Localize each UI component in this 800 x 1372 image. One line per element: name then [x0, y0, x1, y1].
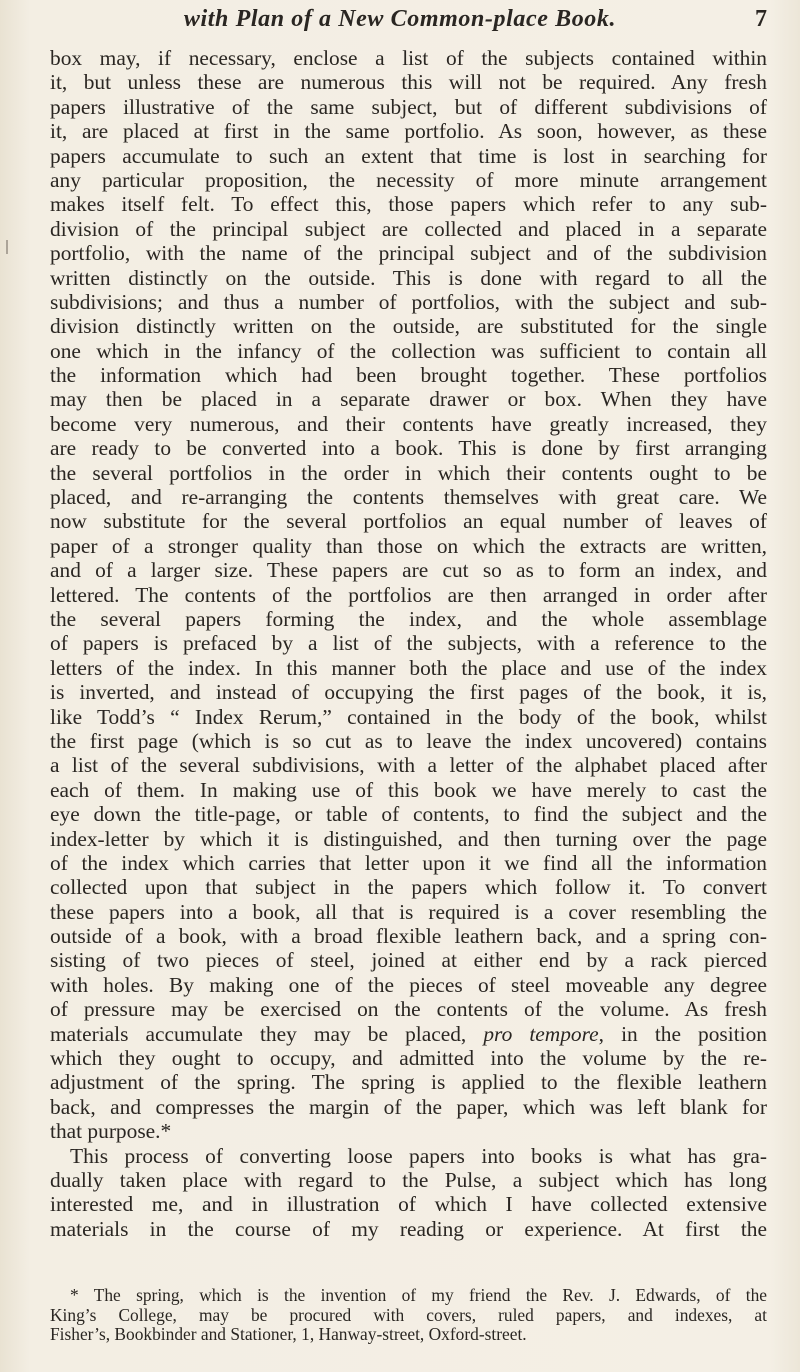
text-line: each of them. In making use of this book we have merely to cast the [50, 777, 767, 802]
text-line: papers illustrative of the same subject, but of different subdivisions of [50, 94, 767, 119]
text-line: outside of a book, with a broad flexible leathern back, and a spring con- [50, 924, 767, 949]
italic-phrase: pro tempore [483, 1021, 599, 1046]
text-line: portfolio, with the name of the principal subject and of the subdivision [50, 241, 767, 266]
text-line: division distinctly written on the outside, are substituted for the single [50, 314, 767, 339]
margin-mark [6, 240, 8, 254]
footnote-line: * The spring, which is the invention of my friend the Rev. J. Edwards, of the [70, 1285, 767, 1305]
page-number: 7 [755, 6, 767, 32]
text-line: is inverted, and instead of occupying the first pages of the book, it is, [50, 680, 767, 705]
text-line: of papers is prefaced by a list of the subjects, with a reference to the [50, 631, 767, 656]
text-line: now substitute for the several portfolios an equal number of leaves of [50, 509, 767, 534]
text-line: index-letter by which it is distinguished, and then turning over the page [50, 826, 767, 851]
text-line: like Todd’s “ Index Rerum,” contained in the body of the book, whilst [50, 704, 767, 729]
footnote [50, 1286, 767, 1345]
text-line: adjustment of the spring. The spring is applied to the flexible leathern [50, 1070, 767, 1095]
text-line: are ready to be converted into a book. This is done by first arranging [50, 436, 767, 461]
text-line: with holes. By making one of the pieces of steel moveable any degree [50, 972, 767, 997]
text-line: of pressure may be exercised on the contents of the volume. As fresh [50, 997, 767, 1022]
text-line: the several portfolios in the order in which their contents ought to be [50, 460, 767, 485]
text-line: written distinctly on the outside. This is done with regard to all the [50, 265, 767, 290]
text-line: these papers into a book, all that is required is a cover resembling the [50, 899, 767, 924]
text-line: makes itself felt. To effect this, those papers which refer to any sub- [50, 192, 767, 217]
text-line: become very numerous, and their contents have greatly increased, they [50, 411, 767, 436]
text-line: interested me, and in illustration of which I have collected extensive [50, 1192, 767, 1217]
text-line: the information which had been brought together. These portfolios [50, 363, 767, 388]
text-line: collected upon that subject in the papers which follow it. To convert [50, 875, 767, 900]
text-line: placed, and re-arranging the contents themselves with great care. We [50, 485, 767, 510]
text-line: sisting of two pieces of steel, joined at either end by a rack pierced [50, 948, 767, 973]
text-line: division of the principal subject are collected and placed in a separate [50, 216, 767, 241]
body-text [50, 46, 767, 1241]
text-line: of the index which carries that letter upon it we find all the information [50, 850, 767, 875]
text-line: back, and compresses the margin of the paper, which was left blank for [50, 1094, 767, 1119]
text-span: , in the position [598, 1021, 767, 1046]
text-line: letters of the index. In this manner both the place and use of the index [50, 655, 767, 680]
text-line: may then be placed in a separate drawer or box. When they have [50, 387, 767, 412]
text-line: lettered. The contents of the portfolios are then arranged in order after [50, 582, 767, 607]
text-line: dually taken place with regard to the Pulse, a subject which has long [50, 1167, 767, 1192]
text-line: any particular proposition, the necessity of more minute arrangement [50, 167, 767, 192]
footnote-line: Fisher’s, Bookbinder and Stationer, 1, Hanway-street, Oxford-street. [50, 1324, 527, 1345]
page-header [0, 6, 800, 46]
text-line: one which in the infancy of the collection was sufficient to contain all [50, 338, 767, 363]
text-line: This process of converting loose papers into books is what has gra- [70, 1143, 767, 1168]
text-line: and of a larger size. These papers are cut so as to form an index, and [50, 558, 767, 583]
text-line: eye down the title-page, or table of contents, to find the subject and the [50, 802, 767, 827]
text-line-mixed [50, 1022, 767, 1046]
text-span: materials accumulate they may be placed, [50, 1021, 467, 1046]
text-line: the first page (which is so cut as to leave the index uncovered) contains [50, 728, 767, 753]
text-line: box may, if necessary, enclose a list of the subjects contained within [50, 46, 767, 70]
text-line: subdivisions; and thus a number of portfolios, with the subject and sub- [50, 289, 767, 314]
footnote-line: King’s College, may be procured with covers, ruled papers, and indexes, at [50, 1304, 767, 1325]
text-line: paper of a stronger quality than those on which the extracts are written, [50, 533, 767, 558]
text-line: a list of the several subdivisions, with a letter of the alphabet placed after [50, 753, 767, 778]
text-line: it, but unless these are numerous this will not be required. Any fresh [50, 70, 767, 95]
text-line: papers accumulate to such an extent that time is lost in searching for [50, 143, 767, 168]
text-line: which they ought to occupy, and admitted into the volume by the re- [50, 1046, 767, 1071]
text-line: it, are placed at first in the same portfolio. As soon, however, as these [50, 119, 767, 144]
text-line: that purpose.* [50, 1119, 172, 1144]
text-line: the several papers forming the index, and the whole assemblage [50, 606, 767, 631]
text-line: materials in the course of my reading or experience. At first the [50, 1216, 767, 1241]
running-head: with Plan of a New Common-place Book. [183, 6, 617, 32]
